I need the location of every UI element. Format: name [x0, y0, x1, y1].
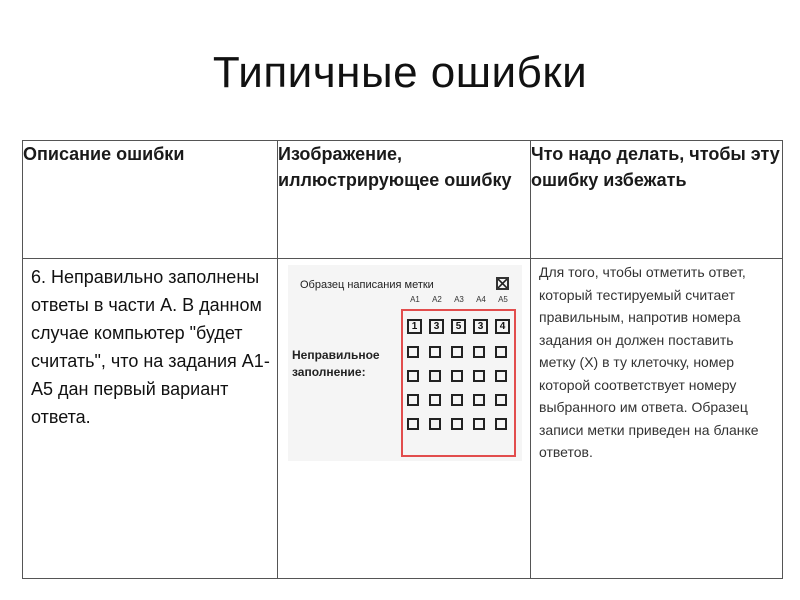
filled-answer-cell: 1 — [407, 319, 422, 334]
answer-column-labels — [403, 295, 515, 307]
header-advice: Что надо делать, чтобы эту ошибку избежать — [531, 141, 783, 259]
empty-answer-cell — [473, 346, 485, 358]
column-label: A1 — [410, 295, 420, 304]
filled-answer-cell: 3 — [429, 319, 444, 334]
empty-answer-cell — [429, 394, 441, 406]
empty-answer-cell — [495, 418, 507, 430]
empty-answer-cell — [495, 370, 507, 382]
empty-answer-cell — [451, 394, 463, 406]
empty-answer-cell — [407, 418, 419, 430]
filled-answer-cell: 5 — [451, 319, 466, 334]
illustration-cell — [278, 259, 531, 579]
error-description: 6. Неправильно заполнены ответы в части А. В данном случае компьютер "будет считать", что на задания А1-А5 дан первый вариант ответа. — [31, 267, 270, 427]
column-label: A5 — [498, 295, 508, 304]
empty-answer-cell — [429, 346, 441, 358]
wrong-label-line2: заполнение: — [292, 365, 366, 379]
table-header-row — [23, 141, 783, 259]
empty-answer-cell — [495, 394, 507, 406]
empty-answer-cell — [473, 394, 485, 406]
column-label: A3 — [454, 295, 464, 304]
empty-answer-cell — [451, 418, 463, 430]
wrong-filling-label — [292, 347, 380, 381]
empty-answer-cell — [407, 394, 419, 406]
answer-sheet-illustration — [288, 265, 522, 461]
filled-answer-cell: 4 — [495, 319, 510, 334]
empty-answer-cell — [429, 418, 441, 430]
column-label: A2 — [432, 295, 442, 304]
table-row — [23, 259, 783, 579]
header-illustration: Изображение, иллюстрирующее ошибку — [278, 141, 531, 259]
answer-grid — [407, 319, 511, 430]
empty-answer-cell — [473, 418, 485, 430]
empty-answer-cell — [451, 370, 463, 382]
empty-answer-cell — [429, 370, 441, 382]
sample-mark-label: Образец написания метки — [300, 279, 434, 291]
sample-x-mark-icon — [496, 277, 509, 290]
errors-table — [22, 140, 783, 579]
description-cell — [23, 259, 278, 579]
empty-answer-cell — [407, 370, 419, 382]
empty-answer-cell — [451, 346, 463, 358]
empty-answer-cell — [473, 370, 485, 382]
advice-text: Для того, чтобы отметить ответ, который тестируемый считает правильным, напротив номера задания он должен поставить метку (Х) в ту клеточку, номер которой соответствует номеру выбранного им ответа. Образец записи метки приведен на бланке ответов. — [539, 264, 759, 460]
empty-answer-cell — [495, 346, 507, 358]
slide-title: Типичные ошибки — [212, 48, 588, 97]
empty-answer-cell — [407, 346, 419, 358]
wrong-label-line1: Неправильное — [292, 348, 380, 362]
column-label: A4 — [476, 295, 486, 304]
filled-answer-cell: 3 — [473, 319, 488, 334]
header-description: Описание ошибки — [23, 141, 278, 259]
advice-cell — [531, 259, 783, 579]
